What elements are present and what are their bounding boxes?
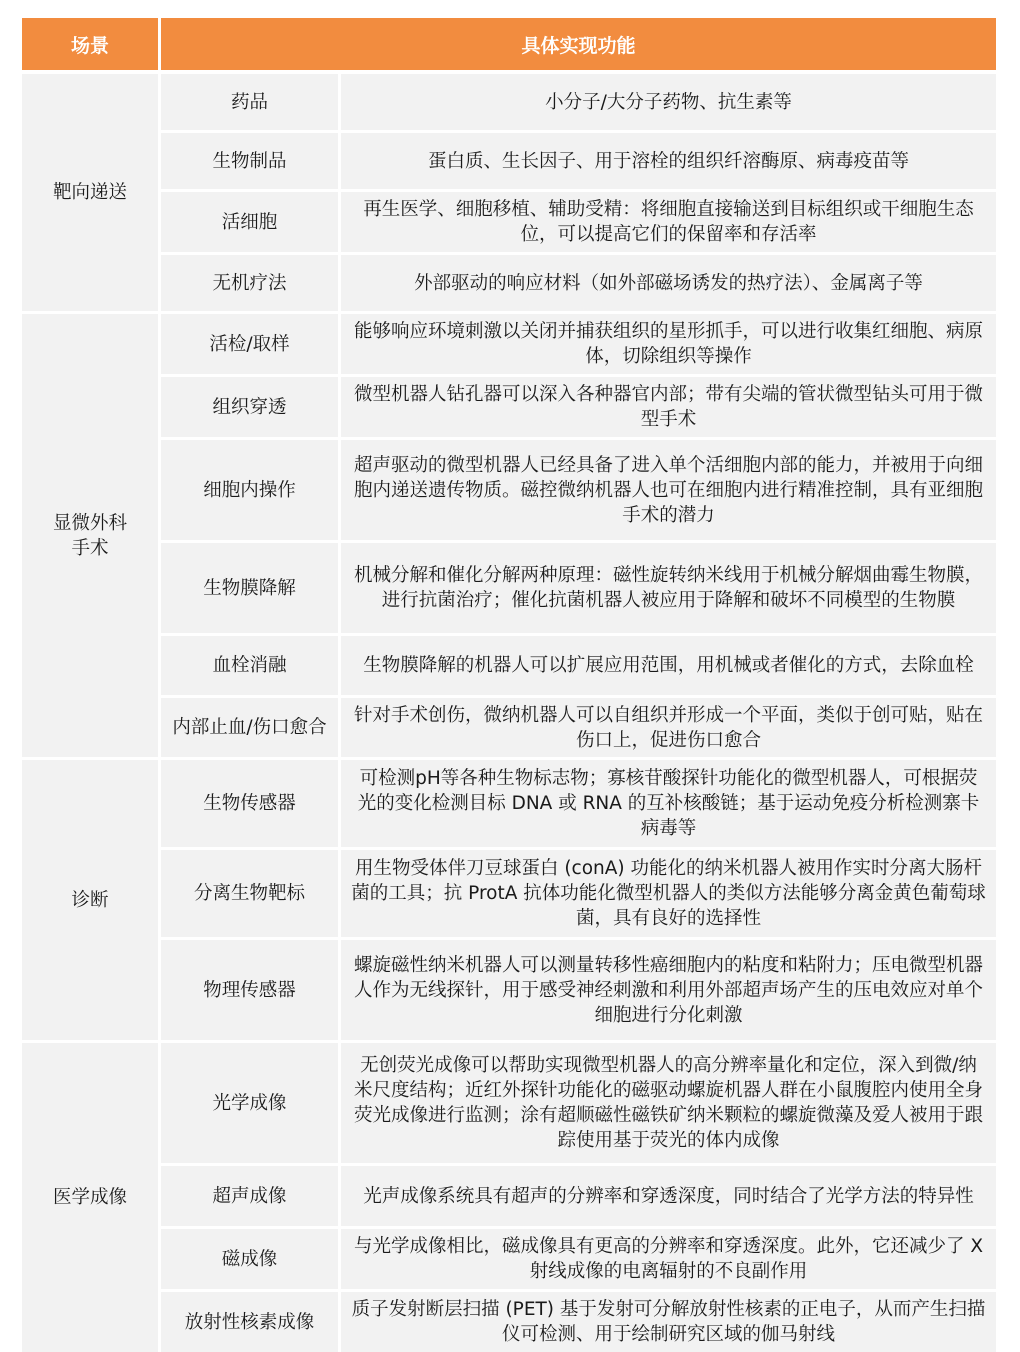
function-cell: 用生物受体伴刀豆球蛋白 (conA) 功能化的纳米机器人被用作实时分离大肠杆菌的工具；抗 ProtA 抗体功能化微型机器人的类似方法能够分离金黄色葡萄球菌，具有良好的选择性 — [341, 850, 996, 937]
function-cell: 可检测pH等各种生物标志物；寡核苷酸探针功能化的微型机器人，可根据荧光的变化检测目标 DNA 或 RNA 的互补核酸链；基于运动免疫分析检测寨卡病毒等 — [341, 760, 996, 847]
function-cell: 螺旋磁性纳米机器人可以测量转移性癌细胞内的粘度和粘附力；压电微型机器人作为无线探针，用于感受神经刺激和利用外部超声场产生的压电效应对单个细胞进行分化刺激 — [341, 940, 996, 1040]
scene-cell: 物理传感器 — [161, 940, 338, 1040]
group-cell: 医学成像 — [22, 1043, 158, 1352]
function-cell: 生物膜降解的机器人可以扩展应用范围，用机械或者催化的方式，去除血栓 — [341, 636, 996, 695]
function-cell: 能够响应环境刺激以关闭并捕获组织的星形抓手，可以进行收集红细胞、病原体，切除组织等操作 — [341, 314, 996, 374]
group-cell: 显微外科手术 — [22, 314, 158, 757]
header-scene: 场景 — [22, 18, 158, 70]
scene-cell: 生物传感器 — [161, 760, 338, 847]
scene-cell: 超声成像 — [161, 1166, 338, 1226]
scene-cell: 药品 — [161, 74, 338, 130]
function-cell: 再生医学、细胞移植、辅助受精：将细胞直接输送到目标组织或干细胞生态位，可以提高它们的保留率和存活率 — [341, 192, 996, 252]
scene-cell: 血栓消融 — [161, 636, 338, 695]
scene-cell: 生物膜降解 — [161, 543, 338, 633]
function-cell: 与光学成像相比，磁成像具有更高的分辨率和穿透深度。此外，它还减少了 X 射线成像的电离辐射的不良副作用 — [341, 1229, 996, 1289]
scene-cell: 生物制品 — [161, 133, 338, 189]
scene-cell: 光学成像 — [161, 1043, 338, 1163]
function-cell: 超声驱动的微型机器人已经具备了进入单个活细胞内部的能力，并被用于向细胞内递送遗传物质。磁控微纳机器人也可在细胞内进行精准控制，具有亚细胞手术的潜力 — [341, 440, 996, 540]
scene-cell: 放射性核素成像 — [161, 1292, 338, 1352]
group-cell: 靶向递送 — [22, 74, 158, 311]
scene-cell: 组织穿透 — [161, 377, 338, 437]
group-cell: 诊断 — [22, 760, 158, 1040]
header-function: 具体实现功能 — [161, 18, 996, 70]
function-cell: 机械分解和催化分解两种原理：磁性旋转纳米线用于机械分解烟曲霉生物膜，进行抗菌治疗；催化抗菌机器人被应用于降解和破坏不同模型的生物膜 — [341, 543, 996, 633]
scene-cell: 内部止血/伤口愈合 — [161, 698, 338, 757]
function-cell: 针对手术创伤，微纳机器人可以自组织并形成一个平面，类似于创可贴，贴在伤口上，促进伤口愈合 — [341, 698, 996, 757]
scene-cell: 活细胞 — [161, 192, 338, 252]
function-cell: 小分子/大分子药物、抗生素等 — [341, 74, 996, 130]
function-cell: 外部驱动的响应材料（如外部磁场诱发的热疗法）、金属离子等 — [341, 255, 996, 311]
function-cell: 质子发射断层扫描 (PET) 基于发射可分解放射性核素的正电子，从而产生扫描仪可检测、用于绘制研究区域的伽马射线 — [341, 1292, 996, 1352]
scene-cell: 活检/取样 — [161, 314, 338, 374]
scene-cell: 磁成像 — [161, 1229, 338, 1289]
function-cell: 蛋白质、生长因子、用于溶栓的组织纤溶酶原、病毒疫苗等 — [341, 133, 996, 189]
function-cell: 光声成像系统具有超声的分辨率和穿透深度，同时结合了光学方法的特异性 — [341, 1166, 996, 1226]
function-cell: 微型机器人钻孔器可以深入各种器官内部；带有尖端的管状微型钻头可用于微型手术 — [341, 377, 996, 437]
scene-cell: 无机疗法 — [161, 255, 338, 311]
function-cell: 无创荧光成像可以帮助实现微型机器人的高分辨率量化和定位，深入到微/纳米尺度结构；近红外探针功能化的磁驱动螺旋机器人群在小鼠腹腔内使用全身荧光成像进行监测；涂有超顺磁性磁铁矿纳米颗粒的螺旋微藻及爱人被用于跟踪使用基于荧光的体内成像 — [341, 1043, 996, 1163]
scene-cell: 细胞内操作 — [161, 440, 338, 540]
scene-cell: 分离生物靶标 — [161, 850, 338, 937]
